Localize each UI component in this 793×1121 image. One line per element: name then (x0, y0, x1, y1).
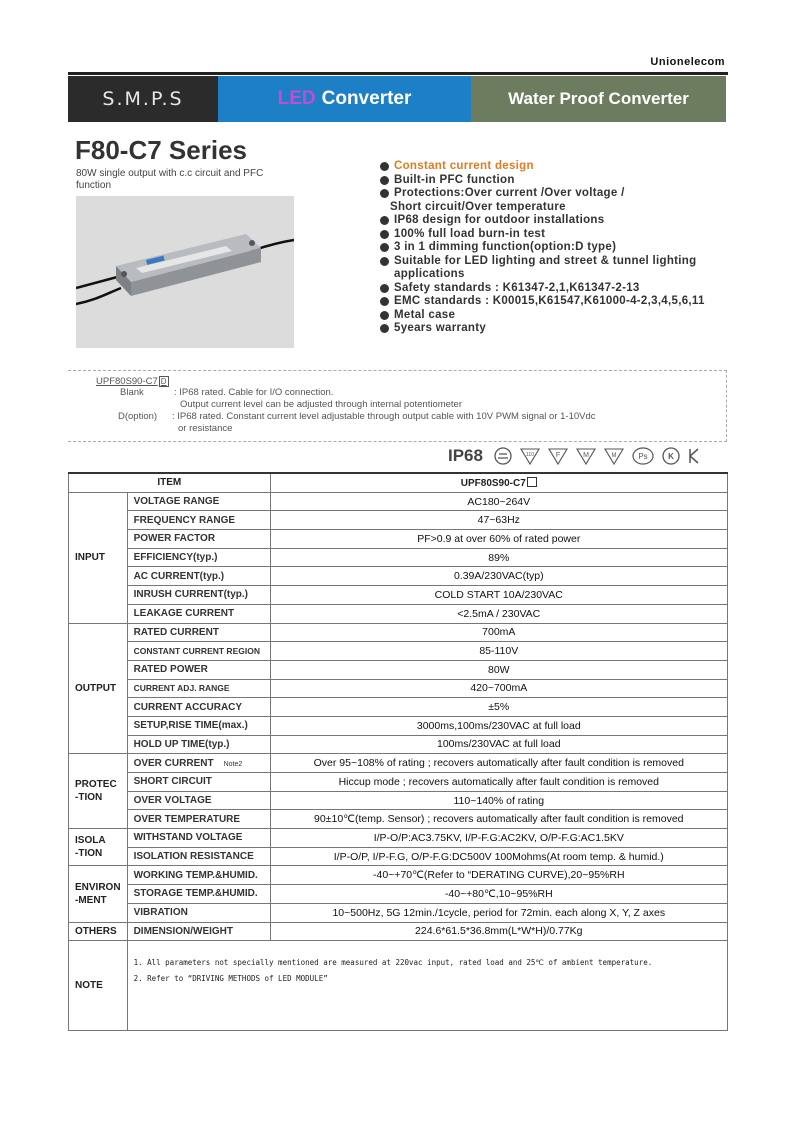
specification-table (68, 472, 728, 1031)
row-value: I/P-O/P:AC3.75KV, I/P-F.G:AC2KV, O/P-F.G:AC1.5KV (270, 829, 727, 848)
row-value: 420~700mA (270, 679, 727, 698)
row-value: ±5% (270, 698, 727, 717)
option-model-suffix: D (160, 377, 167, 386)
group-isolation-line2: -TION (75, 848, 103, 860)
feature-item: Safety standards : K61347-2,1,K61347-2-13 (378, 282, 738, 296)
table-row (69, 754, 728, 773)
table-row (69, 791, 728, 810)
option-d-text1: : IP68 rated. Constant current level adjustable through output cable with 10V PWM signal or 1-10Vdc (172, 411, 596, 422)
row-label: OVER TEMPERATURE (127, 810, 270, 829)
group-protection-line2: -TION (75, 792, 103, 804)
option-d-text2: or resistance (178, 423, 233, 434)
table-row (69, 903, 728, 922)
table-row (69, 679, 728, 698)
psc-icon (631, 446, 655, 466)
table-row (69, 810, 728, 829)
k-mark-icon (687, 446, 701, 466)
row-value: 89% (270, 548, 727, 567)
svg-text:F: F (555, 452, 561, 459)
row-value: <2.5mA / 230VAC (270, 604, 727, 623)
row-value: 85-110V (270, 642, 727, 661)
ip-rating: IP68 (448, 446, 483, 465)
feature-item-continued: applications (394, 268, 465, 280)
row-value: 3000ms,100ms/230VAC at full load (270, 716, 727, 735)
group-environment-line1: ENVIRON (75, 881, 121, 893)
product-photo (76, 196, 294, 348)
note-line: 2. Refer to “DRIVING METHODS of LED MODULE” (133, 974, 328, 984)
row-label: EFFICIENCY(typ.) (127, 548, 270, 567)
table-row (69, 604, 728, 623)
row-value: COLD START 10A/230VAC (270, 586, 727, 605)
feature-item: EMC standards : K00015,K61547,K61000-4-2,3,4,5,6,11 (378, 295, 738, 309)
feature-item: Metal case (378, 309, 738, 323)
row-label: SETUP,RISE TIME(max.) (127, 716, 270, 735)
banner-led-converter (218, 76, 471, 122)
table-row (69, 511, 728, 530)
row-value: 10~500Hz, 5G 12min./1cycle, period for 72min. each along X, Y, Z axes (270, 903, 727, 922)
row-label: RATED CURRENT (127, 623, 270, 642)
series-title: F80-C7 Series (75, 135, 247, 165)
table-row (69, 735, 728, 754)
svg-text:110: 110 (525, 452, 534, 458)
model-suffix-box (527, 477, 537, 487)
option-model (96, 376, 169, 387)
header-item: ITEM (69, 473, 271, 492)
group-note: NOTE (69, 941, 128, 1031)
table-row (69, 492, 728, 511)
option-model-text: UPF80S90-C7 (96, 376, 158, 387)
row-value: 110~140% of rating (270, 791, 727, 810)
table-row (69, 623, 728, 642)
triangle-m-icon (575, 446, 597, 466)
row-label-text: OVER CURRENT (133, 757, 214, 769)
led-driver-image (76, 196, 294, 348)
row-label: FREQUENCY RANGE (127, 511, 270, 530)
row-label: VOLTAGE RANGE (127, 492, 270, 511)
svg-text:Ps: Ps (638, 452, 648, 461)
row-label: WITHSTAND VOLTAGE (127, 829, 270, 848)
row-label: HOLD UP TIME(typ.) (127, 735, 270, 754)
feature-list (378, 160, 738, 336)
table-row (69, 567, 728, 586)
table-row (69, 885, 728, 904)
row-label: CONSTANT CURRENT REGION (127, 642, 270, 661)
feature-item: Protections:Over current /Over voltage / (378, 187, 738, 201)
header-model (270, 473, 727, 492)
group-environment (69, 866, 128, 922)
row-value: PF>0.9 at over 60% of rated power (270, 530, 727, 549)
row-label: DIMENSION/WEIGHT (127, 922, 270, 941)
category-banner (68, 76, 726, 122)
feature-item: 5years warranty (378, 322, 738, 336)
option-blank-text2: Output current level can be adjusted through internal potentiometer (180, 399, 463, 410)
feature-item-continued: Short circuit/Over temperature (390, 200, 566, 213)
table-row (69, 698, 728, 717)
row-value: -40~+70℃(Refer to “DERATING CURVE),20~95%RH (270, 866, 727, 885)
table-row (69, 922, 728, 941)
svg-text:M: M (583, 452, 589, 459)
row-value: AC180~264V (270, 492, 727, 511)
note-row (69, 941, 728, 1031)
table-row (69, 642, 728, 661)
group-protection (69, 754, 128, 829)
banner-converter-text: Converter (321, 88, 412, 109)
option-d-label: D(option) (118, 411, 158, 422)
option-blank-label: Blank (120, 387, 144, 398)
note-line: 1. All parameters not specially mentioned are measured at 220vac input, rated load and 25℃ of ambient temperature. (133, 958, 653, 968)
banner-smps: S.M.P.S (68, 76, 218, 122)
feature-item: 100% full load burn-in test (378, 228, 738, 242)
table-row (69, 773, 728, 792)
row-label: OVER VOLTAGE (127, 791, 270, 810)
row-value: 80W (270, 660, 727, 679)
group-isolation (69, 829, 128, 866)
row-label: WORKING TEMP.&HUMID. (127, 866, 270, 885)
row-label: STORAGE TEMP.&HUMID. (127, 885, 270, 904)
svg-text:M: M (611, 453, 617, 459)
table-row (69, 829, 728, 848)
group-protection-line1: PROTEC (75, 779, 117, 791)
table-header-row (69, 473, 728, 492)
group-environment-line2: -MENT (75, 894, 107, 906)
row-label: SHORT CIRCUIT (127, 773, 270, 792)
kc-icon (661, 446, 681, 466)
feature-item: IP68 design for outdoor installations (378, 214, 738, 228)
feature-item: Constant current design (378, 160, 738, 174)
row-value: 0.39A/230VAC(typ) (270, 567, 727, 586)
group-others: OTHERS (69, 922, 128, 941)
row-label: INRUSH CURRENT(typ.) (127, 586, 270, 605)
row-label: RATED POWER (127, 660, 270, 679)
row-label: CURRENT ADJ. RANGE (127, 679, 270, 698)
certification-marks (448, 446, 701, 466)
row-value: -40~+80℃,10~95%RH (270, 885, 727, 904)
table-row (69, 660, 728, 679)
notes-cell (127, 941, 727, 1031)
row-label: CURRENT ACCURACY (127, 698, 270, 717)
series-subtitle: 80W single output with c.c circuit and PFC function (76, 168, 264, 191)
table-row (69, 586, 728, 605)
row-note-ref: Note2 (223, 760, 243, 768)
pse-round-icon (493, 446, 513, 466)
row-label: LEAKAGE CURRENT (127, 604, 270, 623)
brand-name: Unionelecom (650, 56, 725, 68)
banner-waterproof: Water Proof Converter (471, 76, 726, 122)
table-row (69, 716, 728, 735)
triangle-110-icon (519, 446, 541, 466)
svg-text:K: K (668, 452, 674, 461)
header-model-text: UPF80S90-C7 (460, 477, 526, 489)
option-blank-text1: : IP68 rated. Cable for I/O connection. (174, 387, 334, 398)
feature-item: 3 in 1 dimming function(option:D type) (378, 241, 738, 255)
triangle-mm-icon (603, 446, 625, 466)
group-isolation-line1: ISOLA (75, 835, 106, 847)
row-value: 224.6*61.5*36.8mm(L*W*H)/0.77Kg (270, 922, 727, 941)
row-label: POWER FACTOR (127, 530, 270, 549)
feature-item: Suitable for LED lighting and street & tunnel lighting (378, 255, 738, 269)
row-value: 700mA (270, 623, 727, 642)
group-output: OUTPUT (69, 623, 128, 754)
row-label: VIBRATION (127, 903, 270, 922)
row-value: 100ms/230VAC at full load (270, 735, 727, 754)
table-row (69, 530, 728, 549)
row-label (127, 754, 270, 773)
triangle-f-icon (547, 446, 569, 466)
group-input: INPUT (69, 492, 128, 623)
table-row (69, 866, 728, 885)
ordering-options-box (68, 370, 727, 442)
row-value: Hiccup mode ; recovers automatically after fault condition is removed (270, 773, 727, 792)
banner-led-text: LED (277, 88, 316, 109)
table-row (69, 548, 728, 567)
row-label: ISOLATION RESISTANCE (127, 847, 270, 866)
top-rule (68, 72, 728, 75)
feature-item: Built-in PFC function (378, 174, 738, 188)
row-value: 47~63Hz (270, 511, 727, 530)
row-value: 90±10℃(temp. Sensor) ; recovers automatically after fault condition is removed (270, 810, 727, 829)
table-row (69, 847, 728, 866)
row-label: AC CURRENT(typ.) (127, 567, 270, 586)
row-value: I/P-O/P, I/P-F.G, O/P-F.G:DC500V 100Mohms(At room temp. & humid.) (270, 847, 727, 866)
row-value: Over 95~108% of rating ; recovers automatically after fault condition is removed (270, 754, 727, 773)
